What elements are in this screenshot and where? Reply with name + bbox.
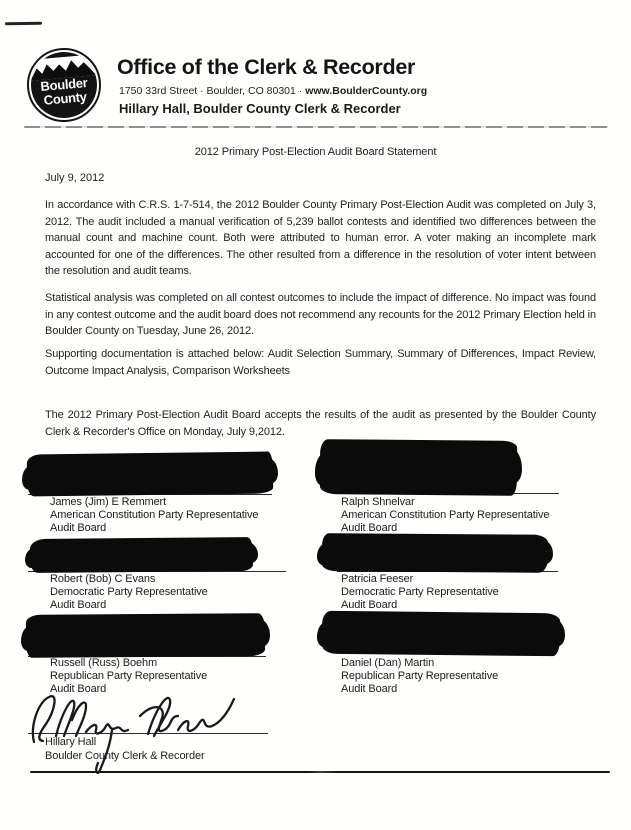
signatory-org: Audit Board xyxy=(341,682,398,695)
signatory-name: Patricia Feeser xyxy=(341,573,414,585)
logo-text xyxy=(31,75,99,109)
redaction-bar xyxy=(322,611,560,656)
redaction-bar xyxy=(26,613,265,658)
signatory-name: Daniel (Dan) Martin xyxy=(341,657,435,669)
redaction-bar xyxy=(27,451,273,496)
signatory-name: Ralph Shnelvar xyxy=(341,496,415,508)
clerk-signature-block xyxy=(45,736,205,764)
signatory-org: Audit Board xyxy=(50,521,107,534)
street-address: 1750 33rd Street · Boulder, CO 80301 · xyxy=(119,85,306,97)
signatory-role: American Constitution Party Representative xyxy=(341,508,550,521)
clerk-name: Hillary Hall xyxy=(45,736,97,748)
signatory-org: Audit Board xyxy=(50,598,107,611)
scan-artifact-dash xyxy=(5,22,42,26)
website-url: www.BoulderCounty.org xyxy=(305,85,428,97)
signatory-name: James (Jim) E Remmert xyxy=(50,496,167,508)
signatory-block xyxy=(341,657,498,695)
signatory-name: Russell (Russ) Boehm xyxy=(50,657,158,669)
clerk-header-line: Hillary Hall, Boulder County Clerk & Recorder xyxy=(119,101,401,116)
signatory-block xyxy=(50,496,258,534)
signatory-block xyxy=(50,657,207,695)
office-title: Office of the Clerk & Recorder xyxy=(117,55,416,79)
signatory-org: Audit Board xyxy=(341,521,398,534)
signatory-role: American Constitution Party Representative xyxy=(50,508,259,521)
redaction-bar xyxy=(30,537,253,573)
signatory-name: Robert (Bob) C Evans xyxy=(50,573,156,585)
signatory-role: Republican Party Representative xyxy=(341,669,499,682)
paragraph-statistical-analysis: Statistical analysis was completed on all contest outcomes to include the impact of difference. No impact was found in any contest outcome and the audit board does not recommend any recounts for the 2012 Primary Election held in Boulder County on Tuesday, June 26, 2012. xyxy=(45,292,596,338)
signatory-role: Democratic Party Representative xyxy=(50,585,208,598)
signatory-org: Audit Board xyxy=(50,682,107,695)
signatory-block xyxy=(341,573,499,611)
document-title: 2012 Primary Post-Election Audit Board Statement xyxy=(194,146,437,158)
footer-divider xyxy=(30,771,610,773)
boulder-county-logo xyxy=(24,45,104,125)
logo-circle xyxy=(28,49,100,121)
date-line: July 9, 2012 xyxy=(45,172,105,184)
signatory-org: Audit Board xyxy=(341,598,398,611)
signature-line xyxy=(28,733,268,734)
signatory-block xyxy=(50,573,208,611)
clerk-role: Boulder County Clerk & Recorder xyxy=(45,749,205,762)
logo-text-line2: County xyxy=(43,89,88,108)
logo-text-line1: Boulder xyxy=(39,74,89,95)
paragraph-board-acceptance: The 2012 Primary Post-Election Audit Board accepts the results of the audit as presented by the Boulder County Clerk & Recorder's Office on Monday, July 9,2012. xyxy=(45,409,596,438)
signatory-role: Republican Party Representative xyxy=(50,669,208,682)
logo-ring xyxy=(24,45,104,125)
signatory-role: Democratic Party Representative xyxy=(341,585,499,598)
paragraph-supporting-documentation: Supporting documentation is attached below: Audit Selection Summary, Summary of Differences, Impact Review, Outcome Impact Analysis, Comparison Worksheets xyxy=(45,348,596,377)
redaction-bar xyxy=(320,439,517,496)
signatory-block xyxy=(341,496,549,534)
address-line xyxy=(119,85,427,97)
paragraph-audit-summary: In accordance with C.R.S. 1-7-514, the 2012 Boulder County Primary Post-Election Audit was completed on July 3, 2012. The audit included a manual verification of 5,239 ballot contests and identified two differences between the manual count and machine count. Both were attributed to human error. A voter making an incomplete mark accounted for one of the differences. The other resulted from a difference in the resolution of voter intent between the resolution and audit teams. xyxy=(45,199,596,278)
redaction-bar xyxy=(322,533,548,573)
header-divider xyxy=(24,126,608,128)
